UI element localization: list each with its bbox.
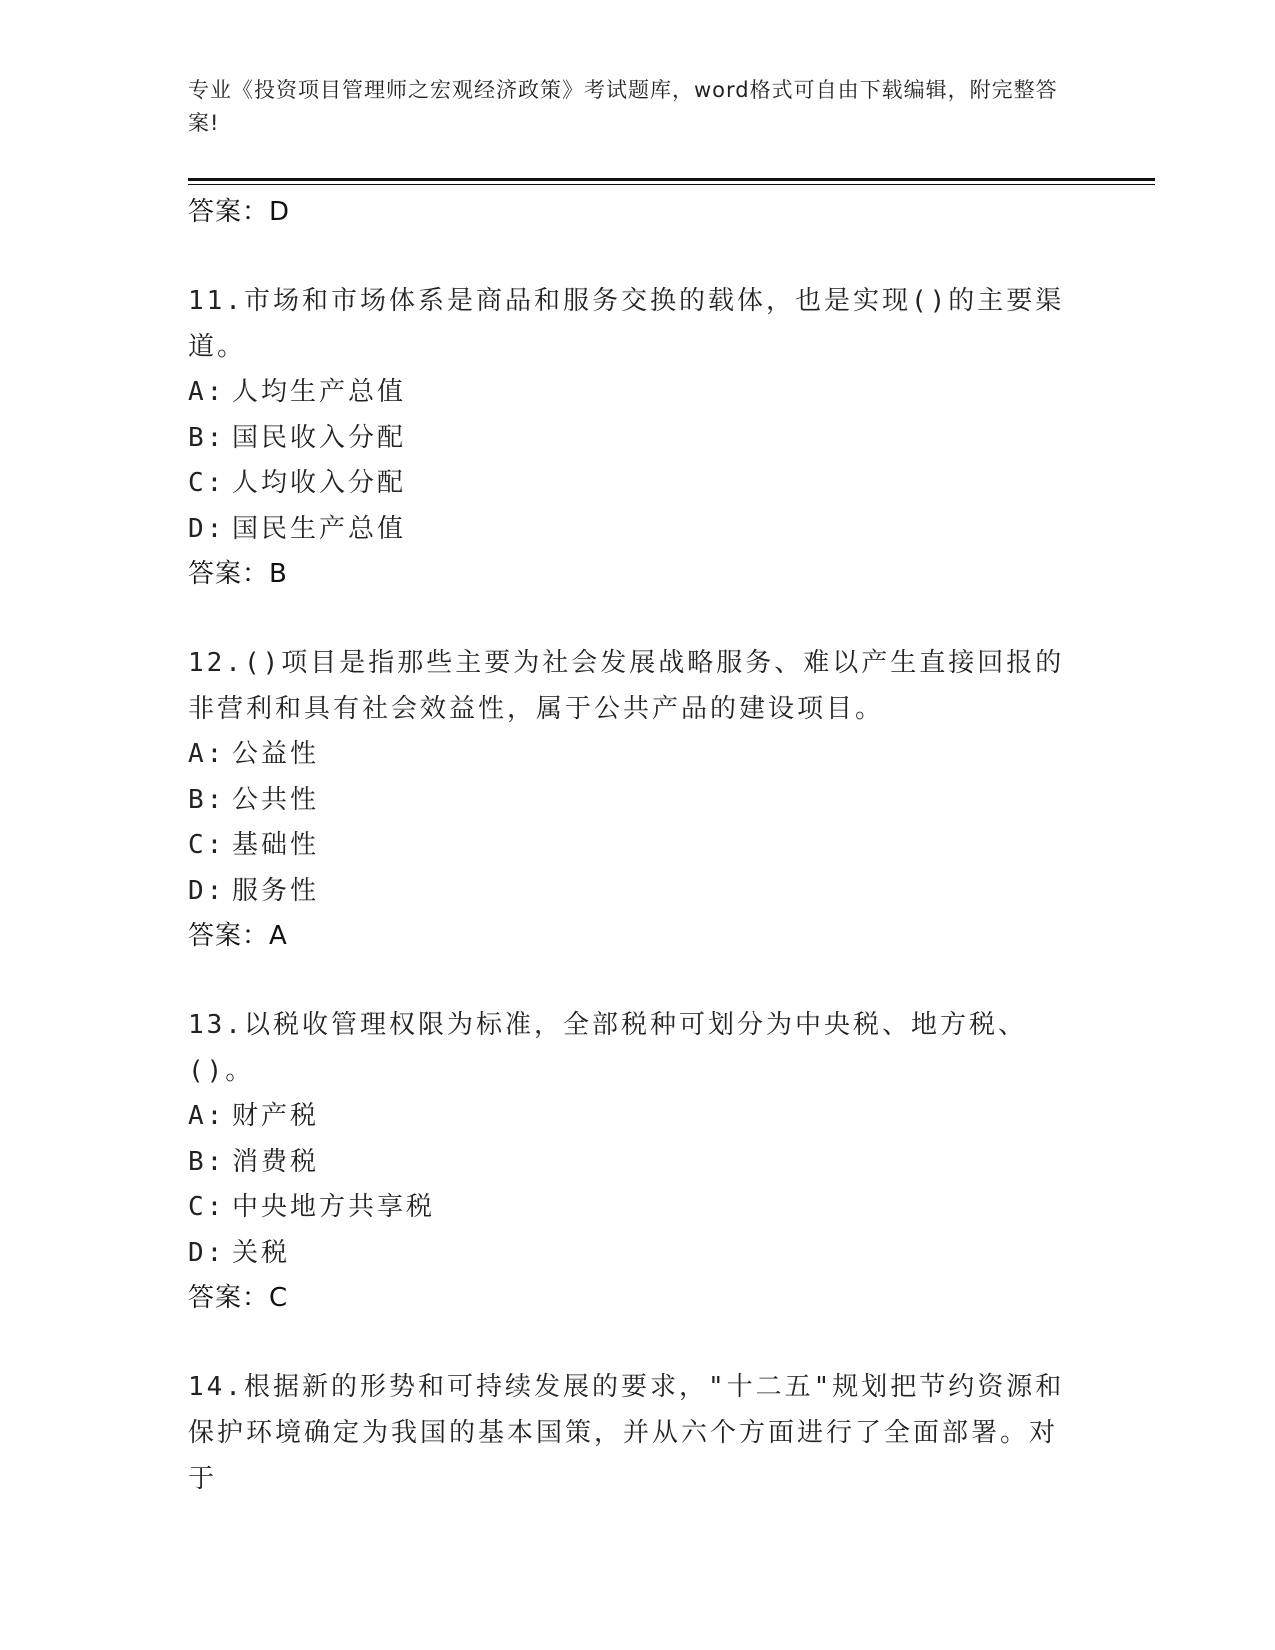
option-c: [188, 823, 1088, 869]
answer-previous-question: 答案：D: [188, 197, 291, 227]
answer: 答案：A: [188, 921, 288, 951]
option-c: [188, 461, 1088, 507]
option-key: B:: [188, 422, 226, 453]
question-13: [188, 1002, 1088, 1320]
option-text: 公共性: [232, 784, 320, 815]
header-divider-thick: [188, 178, 1155, 181]
option-key: B:: [188, 1146, 226, 1177]
option-a: [188, 732, 1088, 778]
option-b: [188, 416, 1088, 462]
question-text: 12.()项目是指那些主要为社会发展战略服务、难以产生直接回报的非营利和具有社会效益性，属于公共产品的建设项目。: [188, 648, 1065, 724]
option-a: [188, 370, 1088, 416]
answer: 答案：C: [188, 1283, 289, 1313]
question-12: [188, 640, 1088, 958]
option-text: 人均生产总值: [232, 377, 407, 407]
question-14: [188, 1364, 1088, 1502]
option-c: [188, 1185, 1088, 1231]
option-key: C:: [188, 1192, 226, 1222]
option-key: A:: [188, 739, 226, 769]
option-key: C:: [188, 468, 226, 498]
option-d: [188, 1231, 1088, 1277]
option-text: 人均收入分配: [232, 468, 407, 498]
option-key: B:: [188, 784, 226, 815]
question-text: 14.根据新的形势和可持续发展的要求，"十二五"规划把节约资源和保护环境确定为我国的基本国策，并从六个方面进行了全面部署。对于: [188, 1372, 1065, 1494]
option-text: 中央地方共享税: [232, 1192, 436, 1222]
option-key: D:: [188, 1237, 226, 1268]
question-11: [188, 278, 1088, 596]
option-key: C:: [188, 830, 226, 860]
option-d: [188, 507, 1088, 553]
document-header: 专业《投资项目管理师之宏观经济政策》考试题库，word格式可自由下载编辑，附完整答案!: [188, 78, 1058, 135]
option-a: [188, 1094, 1088, 1140]
option-key: D:: [188, 513, 226, 544]
option-b: [188, 778, 1088, 824]
option-key: D:: [188, 875, 226, 906]
option-text: 关税: [232, 1237, 291, 1268]
option-text: 消费税: [232, 1146, 320, 1177]
document-body: [188, 190, 1088, 1502]
option-text: 国民收入分配: [232, 422, 407, 453]
option-key: A:: [188, 377, 226, 407]
question-text: 13.以税收管理权限为标准，全部税种可划分为中央税、地方税、()。: [188, 1010, 1027, 1086]
option-text: 公益性: [232, 739, 320, 769]
option-text: 基础性: [232, 830, 320, 860]
question-text: 11.市场和市场体系是商品和服务交换的载体，也是实现()的主要渠道。: [188, 286, 1065, 362]
option-text: 财产税: [232, 1101, 320, 1131]
option-key: A:: [188, 1101, 226, 1131]
option-b: [188, 1140, 1088, 1186]
option-text: 服务性: [232, 875, 320, 906]
option-d: [188, 869, 1088, 915]
header-divider-thin: [188, 184, 1155, 185]
answer: 答案：B: [188, 559, 288, 589]
option-text: 国民生产总值: [232, 513, 407, 544]
